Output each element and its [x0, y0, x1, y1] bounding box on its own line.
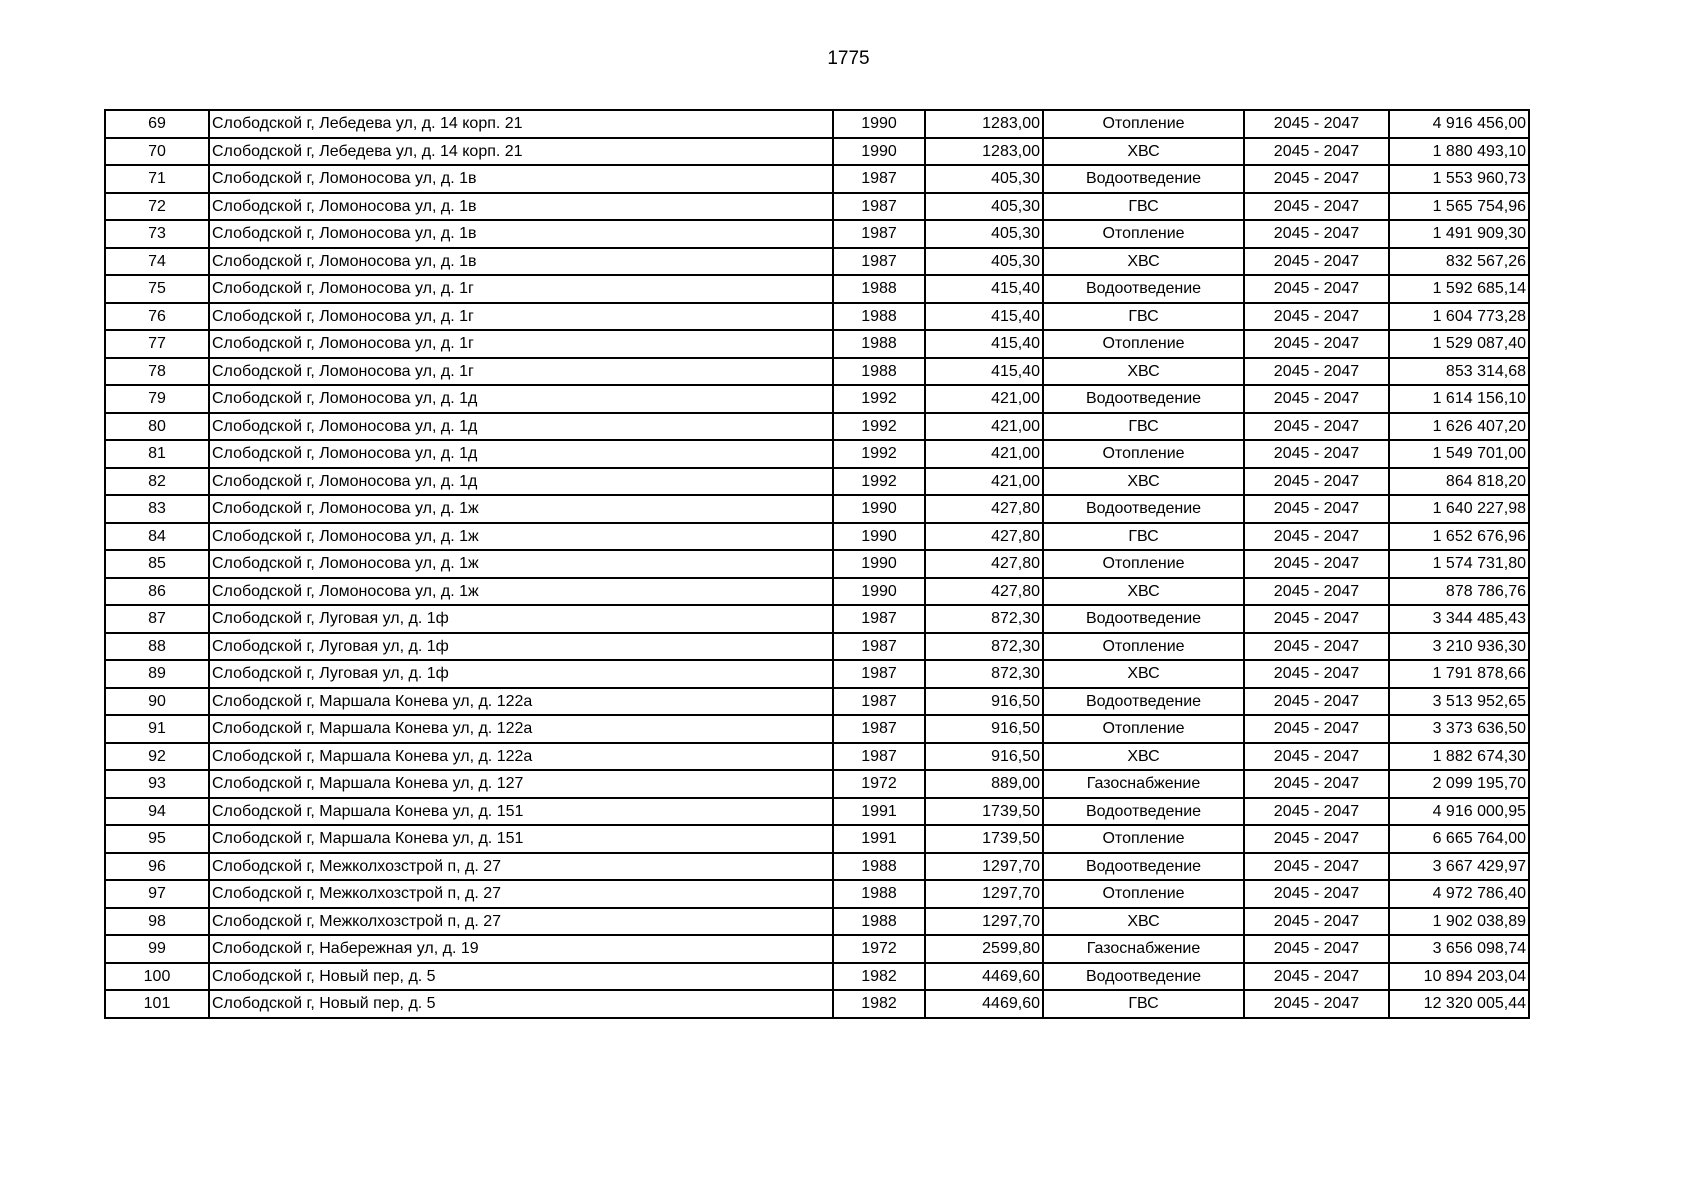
area-cell: 916,50 [925, 743, 1043, 771]
area-cell: 405,30 [925, 220, 1043, 248]
year-cell: 1988 [833, 908, 925, 936]
cost-cell: 1 491 909,30 [1389, 220, 1529, 248]
period-cell: 2045 - 2047 [1244, 468, 1389, 496]
year-cell: 1988 [833, 853, 925, 881]
service-type-cell: Отопление [1043, 220, 1244, 248]
table-body [105, 110, 1529, 1018]
row-number-cell: 85 [105, 550, 209, 578]
area-cell: 427,80 [925, 495, 1043, 523]
address-cell: Слободской г, Набережная ул, д. 19 [209, 935, 833, 963]
period-cell: 2045 - 2047 [1244, 495, 1389, 523]
cost-cell: 3 667 429,97 [1389, 853, 1529, 881]
area-cell: 415,40 [925, 358, 1043, 386]
service-type-cell: Отопление [1043, 440, 1244, 468]
area-cell: 405,30 [925, 248, 1043, 276]
year-cell: 1992 [833, 440, 925, 468]
period-cell: 2045 - 2047 [1244, 880, 1389, 908]
address-cell: Слободской г, Луговая ул, д. 1ф [209, 605, 833, 633]
area-cell: 1297,70 [925, 853, 1043, 881]
service-type-cell: ГВС [1043, 303, 1244, 331]
table-row [105, 303, 1529, 331]
service-type-cell: Отопление [1043, 880, 1244, 908]
area-cell: 415,40 [925, 275, 1043, 303]
row-number-cell: 75 [105, 275, 209, 303]
service-type-cell: ХВС [1043, 908, 1244, 936]
cost-cell: 3 373 636,50 [1389, 715, 1529, 743]
area-cell: 427,80 [925, 523, 1043, 551]
row-number-cell: 98 [105, 908, 209, 936]
year-cell: 1987 [833, 743, 925, 771]
table-row [105, 550, 1529, 578]
year-cell: 1987 [833, 605, 925, 633]
area-cell: 415,40 [925, 303, 1043, 331]
area-cell: 872,30 [925, 633, 1043, 661]
service-type-cell: Водоотведение [1043, 495, 1244, 523]
address-cell: Слободской г, Ломоносова ул, д. 1ж [209, 523, 833, 551]
row-number-cell: 87 [105, 605, 209, 633]
cost-cell: 4 972 786,40 [1389, 880, 1529, 908]
table-row [105, 220, 1529, 248]
row-number-cell: 88 [105, 633, 209, 661]
year-cell: 1991 [833, 825, 925, 853]
cost-cell: 1 791 878,66 [1389, 660, 1529, 688]
period-cell: 2045 - 2047 [1244, 165, 1389, 193]
cost-cell: 4 916 000,95 [1389, 798, 1529, 826]
cost-cell: 4 916 456,00 [1389, 110, 1529, 138]
table-row [105, 990, 1529, 1018]
table-row [105, 908, 1529, 936]
data-table [104, 109, 1530, 1019]
service-type-cell: Водоотведение [1043, 275, 1244, 303]
year-cell: 1990 [833, 110, 925, 138]
row-number-cell: 81 [105, 440, 209, 468]
table-row [105, 798, 1529, 826]
service-type-cell: ХВС [1043, 138, 1244, 166]
table-row [105, 138, 1529, 166]
address-cell: Слободской г, Маршала Конева ул, д. 151 [209, 798, 833, 826]
row-number-cell: 77 [105, 330, 209, 358]
area-cell: 1297,70 [925, 880, 1043, 908]
service-type-cell: Водоотведение [1043, 688, 1244, 716]
address-cell: Слободской г, Маршала Конева ул, д. 151 [209, 825, 833, 853]
row-number-cell: 100 [105, 963, 209, 991]
period-cell: 2045 - 2047 [1244, 935, 1389, 963]
cost-cell: 3 656 098,74 [1389, 935, 1529, 963]
service-type-cell: ГВС [1043, 523, 1244, 551]
table-row [105, 935, 1529, 963]
period-cell: 2045 - 2047 [1244, 330, 1389, 358]
service-type-cell: Газоснабжение [1043, 935, 1244, 963]
row-number-cell: 69 [105, 110, 209, 138]
address-cell: Слободской г, Межколхозстрой п, д. 27 [209, 908, 833, 936]
period-cell: 2045 - 2047 [1244, 715, 1389, 743]
cost-cell: 832 567,26 [1389, 248, 1529, 276]
row-number-cell: 91 [105, 715, 209, 743]
service-type-cell: ГВС [1043, 990, 1244, 1018]
table-row [105, 605, 1529, 633]
address-cell: Слободской г, Ломоносова ул, д. 1в [209, 165, 833, 193]
area-cell: 1283,00 [925, 138, 1043, 166]
year-cell: 1982 [833, 963, 925, 991]
service-type-cell: ГВС [1043, 413, 1244, 441]
address-cell: Слободской г, Ломоносова ул, д. 1г [209, 330, 833, 358]
service-type-cell: ХВС [1043, 660, 1244, 688]
service-type-cell: Отопление [1043, 550, 1244, 578]
area-cell: 421,00 [925, 440, 1043, 468]
cost-cell: 1 565 754,96 [1389, 193, 1529, 221]
cost-cell: 1 592 685,14 [1389, 275, 1529, 303]
period-cell: 2045 - 2047 [1244, 440, 1389, 468]
period-cell: 2045 - 2047 [1244, 605, 1389, 633]
area-cell: 1739,50 [925, 825, 1043, 853]
area-cell: 916,50 [925, 688, 1043, 716]
service-type-cell: Газоснабжение [1043, 770, 1244, 798]
table-row [105, 770, 1529, 798]
row-number-cell: 93 [105, 770, 209, 798]
table-row [105, 633, 1529, 661]
table-row [105, 330, 1529, 358]
period-cell: 2045 - 2047 [1244, 578, 1389, 606]
table-row [105, 495, 1529, 523]
address-cell: Слободской г, Новый пер, д. 5 [209, 963, 833, 991]
year-cell: 1987 [833, 688, 925, 716]
period-cell: 2045 - 2047 [1244, 853, 1389, 881]
table-row [105, 165, 1529, 193]
year-cell: 1987 [833, 633, 925, 661]
area-cell: 421,00 [925, 468, 1043, 496]
row-number-cell: 101 [105, 990, 209, 1018]
table-row [105, 248, 1529, 276]
service-type-cell: Отопление [1043, 330, 1244, 358]
row-number-cell: 83 [105, 495, 209, 523]
cost-cell: 3 344 485,43 [1389, 605, 1529, 633]
address-cell: Слободской г, Ломоносова ул, д. 1д [209, 468, 833, 496]
year-cell: 1991 [833, 798, 925, 826]
table-row [105, 715, 1529, 743]
address-cell: Слободской г, Ломоносова ул, д. 1ж [209, 578, 833, 606]
address-cell: Слободской г, Ломоносова ул, д. 1г [209, 275, 833, 303]
row-number-cell: 71 [105, 165, 209, 193]
year-cell: 1988 [833, 330, 925, 358]
period-cell: 2045 - 2047 [1244, 743, 1389, 771]
row-number-cell: 70 [105, 138, 209, 166]
address-cell: Слободской г, Межколхозстрой п, д. 27 [209, 853, 833, 881]
cost-cell: 12 320 005,44 [1389, 990, 1529, 1018]
address-cell: Слободской г, Луговая ул, д. 1ф [209, 660, 833, 688]
year-cell: 1990 [833, 578, 925, 606]
service-type-cell: ХВС [1043, 578, 1244, 606]
address-cell: Слободской г, Ломоносова ул, д. 1г [209, 358, 833, 386]
row-number-cell: 84 [105, 523, 209, 551]
service-type-cell: Водоотведение [1043, 853, 1244, 881]
address-cell: Слободской г, Ломоносова ул, д. 1ж [209, 550, 833, 578]
year-cell: 1988 [833, 275, 925, 303]
area-cell: 4469,60 [925, 990, 1043, 1018]
service-type-cell: ХВС [1043, 468, 1244, 496]
period-cell: 2045 - 2047 [1244, 825, 1389, 853]
service-type-cell: Водоотведение [1043, 165, 1244, 193]
address-cell: Слободской г, Ломоносова ул, д. 1в [209, 220, 833, 248]
area-cell: 421,00 [925, 413, 1043, 441]
cost-cell: 1 626 407,20 [1389, 413, 1529, 441]
row-number-cell: 72 [105, 193, 209, 221]
year-cell: 1987 [833, 220, 925, 248]
year-cell: 1992 [833, 385, 925, 413]
year-cell: 1990 [833, 523, 925, 551]
area-cell: 1297,70 [925, 908, 1043, 936]
table-row [105, 880, 1529, 908]
year-cell: 1987 [833, 660, 925, 688]
area-cell: 4469,60 [925, 963, 1043, 991]
row-number-cell: 99 [105, 935, 209, 963]
service-type-cell: Отопление [1043, 715, 1244, 743]
address-cell: Слободской г, Ломоносова ул, д. 1д [209, 413, 833, 441]
year-cell: 1990 [833, 550, 925, 578]
table-row [105, 523, 1529, 551]
address-cell: Слободской г, Ломоносова ул, д. 1г [209, 303, 833, 331]
area-cell: 872,30 [925, 660, 1043, 688]
period-cell: 2045 - 2047 [1244, 770, 1389, 798]
address-cell: Слободской г, Новый пер, д. 5 [209, 990, 833, 1018]
address-cell: Слободской г, Маршала Конева ул, д. 122а [209, 688, 833, 716]
cost-cell: 853 314,68 [1389, 358, 1529, 386]
cost-cell: 1 549 701,00 [1389, 440, 1529, 468]
row-number-cell: 86 [105, 578, 209, 606]
year-cell: 1972 [833, 770, 925, 798]
address-cell: Слободской г, Луговая ул, д. 1ф [209, 633, 833, 661]
address-cell: Слободской г, Лебедева ул, д. 14 корп. 21 [209, 110, 833, 138]
period-cell: 2045 - 2047 [1244, 220, 1389, 248]
year-cell: 1988 [833, 880, 925, 908]
cost-cell: 1 574 731,80 [1389, 550, 1529, 578]
cost-cell: 10 894 203,04 [1389, 963, 1529, 991]
row-number-cell: 96 [105, 853, 209, 881]
cost-cell: 1 553 960,73 [1389, 165, 1529, 193]
area-cell: 1283,00 [925, 110, 1043, 138]
table-row [105, 825, 1529, 853]
row-number-cell: 76 [105, 303, 209, 331]
address-cell: Слободской г, Ломоносова ул, д. 1в [209, 193, 833, 221]
area-cell: 405,30 [925, 193, 1043, 221]
table-row [105, 743, 1529, 771]
period-cell: 2045 - 2047 [1244, 798, 1389, 826]
address-cell: Слободской г, Ломоносова ул, д. 1ж [209, 495, 833, 523]
cost-cell: 6 665 764,00 [1389, 825, 1529, 853]
cost-cell: 1 882 674,30 [1389, 743, 1529, 771]
cost-cell: 3 513 952,65 [1389, 688, 1529, 716]
year-cell: 1987 [833, 193, 925, 221]
period-cell: 2045 - 2047 [1244, 358, 1389, 386]
area-cell: 421,00 [925, 385, 1043, 413]
period-cell: 2045 - 2047 [1244, 138, 1389, 166]
year-cell: 1988 [833, 358, 925, 386]
year-cell: 1987 [833, 165, 925, 193]
table-row [105, 688, 1529, 716]
cost-cell: 1 902 038,89 [1389, 908, 1529, 936]
cost-cell: 878 786,76 [1389, 578, 1529, 606]
year-cell: 1987 [833, 248, 925, 276]
address-cell: Слободской г, Ломоносова ул, д. 1д [209, 440, 833, 468]
table-row [105, 660, 1529, 688]
period-cell: 2045 - 2047 [1244, 908, 1389, 936]
year-cell: 1990 [833, 138, 925, 166]
row-number-cell: 80 [105, 413, 209, 441]
cost-cell: 864 818,20 [1389, 468, 1529, 496]
area-cell: 427,80 [925, 578, 1043, 606]
cost-cell: 1 604 773,28 [1389, 303, 1529, 331]
service-type-cell: Водоотведение [1043, 798, 1244, 826]
row-number-cell: 92 [105, 743, 209, 771]
address-cell: Слободской г, Маршала Конева ул, д. 122а [209, 715, 833, 743]
service-type-cell: Водоотведение [1043, 963, 1244, 991]
table-row [105, 440, 1529, 468]
table-row [105, 385, 1529, 413]
cost-cell: 2 099 195,70 [1389, 770, 1529, 798]
table-row [105, 413, 1529, 441]
period-cell: 2045 - 2047 [1244, 248, 1389, 276]
area-cell: 415,40 [925, 330, 1043, 358]
year-cell: 1992 [833, 413, 925, 441]
area-cell: 916,50 [925, 715, 1043, 743]
row-number-cell: 73 [105, 220, 209, 248]
table-row [105, 193, 1529, 221]
period-cell: 2045 - 2047 [1244, 110, 1389, 138]
area-cell: 872,30 [925, 605, 1043, 633]
service-type-cell: Отопление [1043, 110, 1244, 138]
year-cell: 1990 [833, 495, 925, 523]
row-number-cell: 95 [105, 825, 209, 853]
address-cell: Слободской г, Межколхозстрой п, д. 27 [209, 880, 833, 908]
area-cell: 889,00 [925, 770, 1043, 798]
service-type-cell: Водоотведение [1043, 385, 1244, 413]
row-number-cell: 78 [105, 358, 209, 386]
period-cell: 2045 - 2047 [1244, 523, 1389, 551]
row-number-cell: 97 [105, 880, 209, 908]
address-cell: Слободской г, Лебедева ул, д. 14 корп. 21 [209, 138, 833, 166]
area-cell: 1739,50 [925, 798, 1043, 826]
area-cell: 405,30 [925, 165, 1043, 193]
period-cell: 2045 - 2047 [1244, 275, 1389, 303]
cost-cell: 1 652 676,96 [1389, 523, 1529, 551]
year-cell: 1987 [833, 715, 925, 743]
address-cell: Слободской г, Маршала Конева ул, д. 127 [209, 770, 833, 798]
year-cell: 1982 [833, 990, 925, 1018]
year-cell: 1972 [833, 935, 925, 963]
service-type-cell: Водоотведение [1043, 605, 1244, 633]
table-row [105, 468, 1529, 496]
table-row [105, 275, 1529, 303]
table-row [105, 578, 1529, 606]
service-type-cell: ХВС [1043, 743, 1244, 771]
table-row [105, 963, 1529, 991]
row-number-cell: 90 [105, 688, 209, 716]
table-row [105, 853, 1529, 881]
period-cell: 2045 - 2047 [1244, 193, 1389, 221]
cost-cell: 1 880 493,10 [1389, 138, 1529, 166]
year-cell: 1988 [833, 303, 925, 331]
row-number-cell: 74 [105, 248, 209, 276]
period-cell: 2045 - 2047 [1244, 660, 1389, 688]
period-cell: 2045 - 2047 [1244, 385, 1389, 413]
page-number: 1775 [827, 48, 870, 69]
row-number-cell: 94 [105, 798, 209, 826]
period-cell: 2045 - 2047 [1244, 550, 1389, 578]
cost-cell: 1 640 227,98 [1389, 495, 1529, 523]
period-cell: 2045 - 2047 [1244, 633, 1389, 661]
area-cell: 2599,80 [925, 935, 1043, 963]
period-cell: 2045 - 2047 [1244, 413, 1389, 441]
address-cell: Слободской г, Маршала Конева ул, д. 122а [209, 743, 833, 771]
service-type-cell: ГВС [1043, 193, 1244, 221]
service-type-cell: ХВС [1043, 248, 1244, 276]
service-type-cell: ХВС [1043, 358, 1244, 386]
cost-cell: 1 529 087,40 [1389, 330, 1529, 358]
area-cell: 427,80 [925, 550, 1043, 578]
service-type-cell: Отопление [1043, 825, 1244, 853]
period-cell: 2045 - 2047 [1244, 963, 1389, 991]
period-cell: 2045 - 2047 [1244, 303, 1389, 331]
row-number-cell: 82 [105, 468, 209, 496]
cost-cell: 1 614 156,10 [1389, 385, 1529, 413]
table-row [105, 358, 1529, 386]
cost-cell: 3 210 936,30 [1389, 633, 1529, 661]
address-cell: Слободской г, Ломоносова ул, д. 1в [209, 248, 833, 276]
service-type-cell: Отопление [1043, 633, 1244, 661]
address-cell: Слободской г, Ломоносова ул, д. 1д [209, 385, 833, 413]
period-cell: 2045 - 2047 [1244, 688, 1389, 716]
table-row [105, 110, 1529, 138]
row-number-cell: 79 [105, 385, 209, 413]
row-number-cell: 89 [105, 660, 209, 688]
year-cell: 1992 [833, 468, 925, 496]
period-cell: 2045 - 2047 [1244, 990, 1389, 1018]
